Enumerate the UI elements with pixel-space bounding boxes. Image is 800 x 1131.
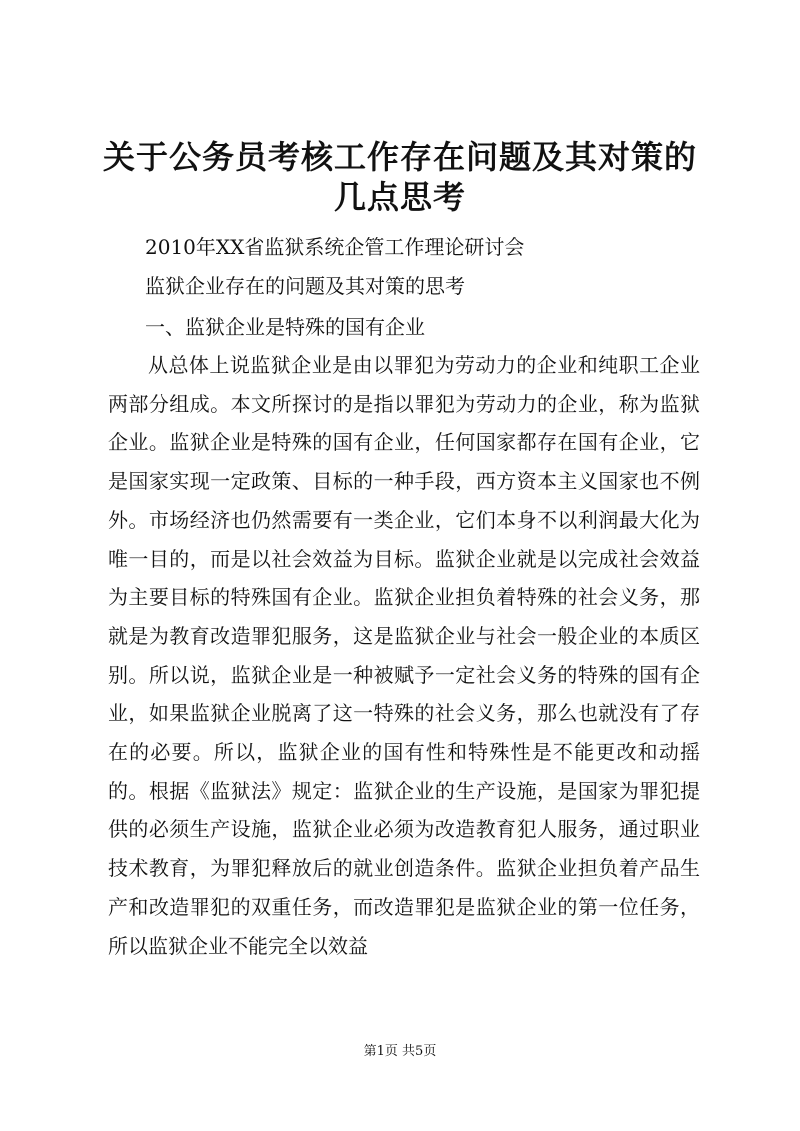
document-title: 关于公务员考核工作存在问题及其对策的几点思考 [102,138,697,216]
conference-subtitle: 2010年XX省监狱系统企管工作理论研讨会 [145,235,525,259]
article-subtitle: 监狱企业存在的问题及其对策的思考 [145,274,465,298]
section-heading: 一、监狱企业是特殊的国有企业 [145,315,425,339]
page-footer: 第1页 共5页 [363,1044,437,1059]
body-paragraph: 从总体上说监狱企业是由以罪犯为劳动力的企业和纯职工企业两部分组成。本文所探讨的是指以罪犯为劳动力的企业，称为监狱企业。监狱企业是特殊的国有企业，任何国家都存在国有企业，它是国家实现一定政策、目标的一种手段，西方资本主义国家也不例外。市场经济也仍然需要有一类企业，它们本身不以利润最大化为唯一目的，而是以社会效益为目标。监狱企业就是以完成社会效益为主要目标的特殊国有企业。监狱企业担负着特殊的社会义务，那就是为教育改造罪犯服务，这是监狱企业与社会一般企业的本质区别。所以说，监狱企业是一种被赋予一定社会义务的特殊的国有企业，如果监狱企业脱离了这一特殊的社会义务，那么也就没有了存在的必要。所以，监狱企业的国有性和特殊性是不能更改和动摇的。根据《监狱法》规定：监狱企业的生产设施，是国家为罪犯提供的必须生产设施，监狱企业必须为改造教育犯人服务，通过职业技术教育，为罪犯释放后的就业创造条件。监狱企业担负着产品生产和改造罪犯的双重任务，而改造罪犯是监狱企业的第一位任务，所以监狱企业不能完全以效益 [108,353,700,958]
